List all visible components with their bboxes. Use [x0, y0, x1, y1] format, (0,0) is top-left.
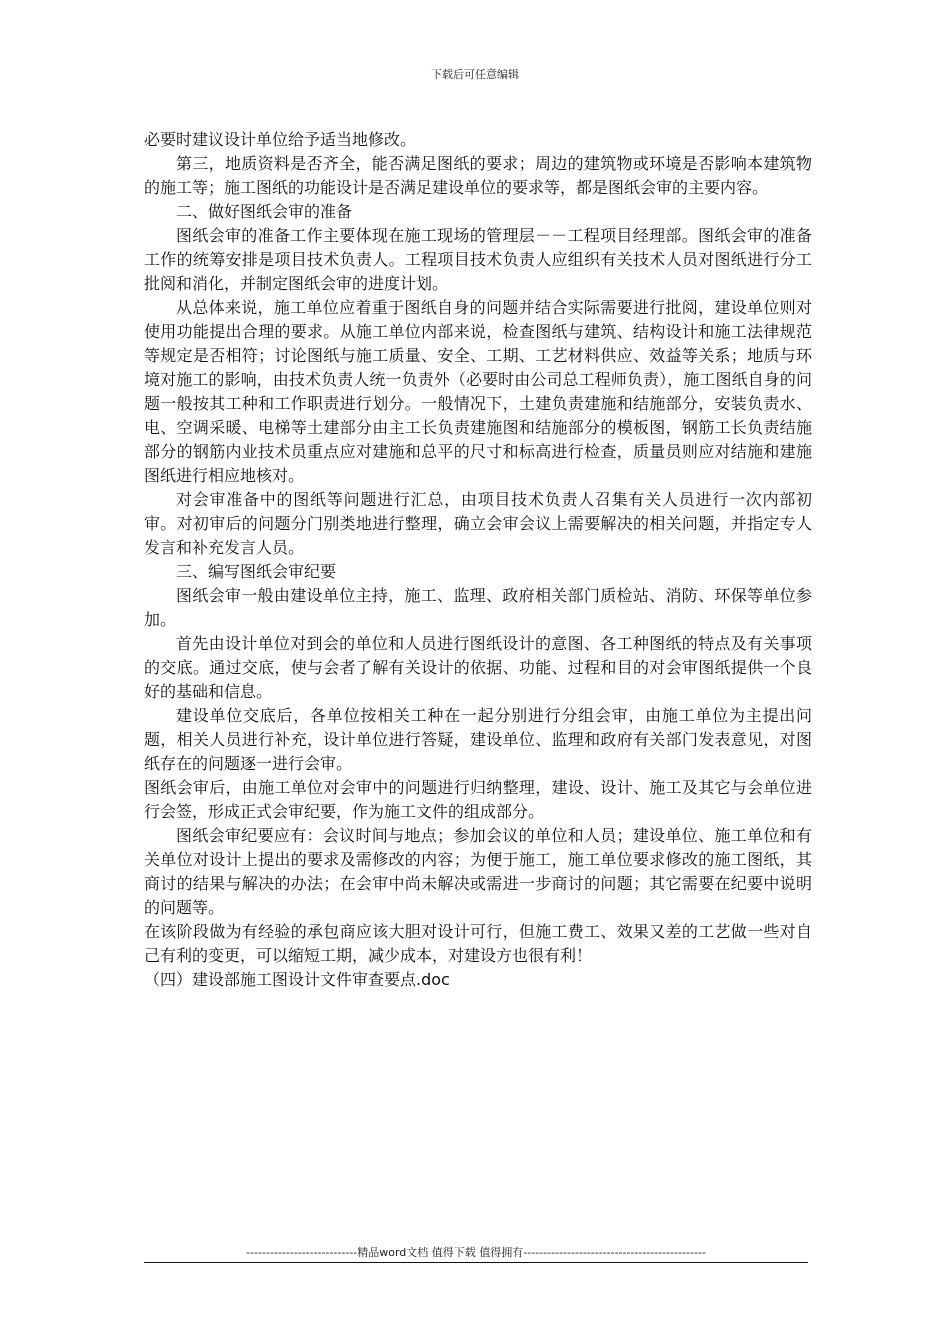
paragraph: 图纸会审纪要应有：会议时间与地点；参加会议的单位和人员；建设单位、施工单位和有关单位对设计上提出的要求及需修改的内容；为便于施工，施工单位要求修改的施工图纸，其商讨的结果与解决的办法；在会审中尚未解决或需进一步商讨的问题；其它需要在纪要中说明的问题等。 [144, 826, 812, 917]
page-header-note: 下载后可任意编辑 [431, 68, 519, 81]
footer-divider [144, 1262, 808, 1263]
paragraph: 首先由设计单位对到会的单位和人员进行图纸设计的意图、各工种图纸的特点及有关事项的交底。通过交底，使与会者了解有关设计的依据、功能、过程和目的对会审图纸提供一个良好的基础和信息。 [144, 634, 812, 701]
paragraph: 从总体来说，施工单位应着重于图纸自身的问题并结合实际需要进行批阅，建设单位则对使用功能提出合理的要求。从施工单位内部来说，检查图纸与建筑、结构设计和施工法律规范等规定是否相符；讨论图纸与施工质量、安全、工期、工艺材料供应、效益等关系；地质与环境对施工的影响，由技术负责人统一负责外（必要时由公司总工程师负责），施工图纸自身的问题一般按其工种和工作职责进行划分。一般情况下，土建负责建施和结施部分，安装负责水、电、空调采暖、电梯等土建部分由主工长负责建施图和结施部分的模板图，钢筋工长负责结施部分的钢筋内业技术员重点应对建施和总平的尺寸和标高进行检查，质量员则应对结施和建施图纸进行相应地核对。 [144, 298, 812, 485]
paragraph: 建设单位交底后，各单位按相关工种在一起分别进行分组会审，由施工单位为主提出问题，相关人员进行补充，设计单位进行答疑，建设单位、监理和政府有关部门发表意见，对图纸存在的问题逐一进行会审。 [144, 706, 812, 773]
document-body [144, 128, 812, 992]
paragraph: 图纸会审一般由建设单位主持，施工、监理、政府相关部门质检站、消防、环保等单位参加。 [144, 586, 812, 629]
section-heading: 二、做好图纸会审的准备 [176, 202, 353, 221]
page-footer-note: ----------------------------精品word文档 值得下载 值得拥有---------------------------------------------- [246, 1246, 706, 1259]
paragraph: 图纸会审后，由施工单位对会审中的问题进行归纳整理，建设、设计、施工及其它与会单位进行会签，形成正式会审纪要，作为施工文件的组成部分。 [144, 778, 812, 821]
paragraph: 第三，地质资料是否齐全，能否满足图纸的要求；周边的建筑物或环境是否影响本建筑物的施工等；施工图纸的功能设计是否满足建设单位的要求等，都是图纸会审的主要内容。 [144, 154, 812, 197]
attachment-title: （四）建设部施工图设计文件审查要点.doc [144, 970, 450, 989]
paragraph: 对会审准备中的图纸等问题进行汇总，由项目技术负责人召集有关人员进行一次内部初审。对初审后的问题分门别类地进行整理，确立会审会议上需要解决的相关问题，并指定专人发言和补充发言人员。 [144, 490, 812, 557]
paragraph: 图纸会审的准备工作主要体现在施工现场的管理层－－工程项目经理部。图纸会审的准备工作的统筹安排是项目技术负责人。工程项目技术负责人应组织有关技术人员对图纸进行分工批阅和消化，并制定图纸会审的进度计划。 [144, 226, 812, 293]
paragraph: 必要时建议设计单位给予适当地修改。 [144, 130, 417, 149]
section-heading: 三、编写图纸会审纪要 [176, 562, 337, 581]
paragraph: 在该阶段做为有经验的承包商应该大胆对设计可行，但施工费工、效果又差的工艺做一些对自己有利的变更，可以缩短工期，减少成本，对建设方也很有利！ [144, 922, 812, 965]
